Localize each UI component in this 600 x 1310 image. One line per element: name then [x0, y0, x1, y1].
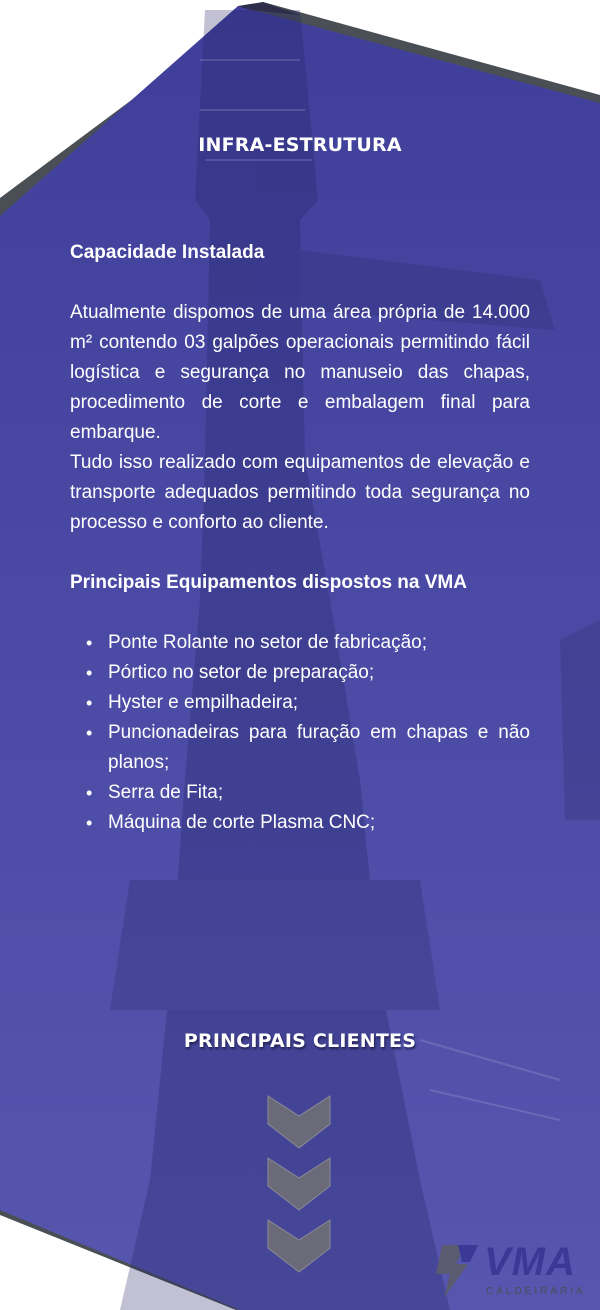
list-item	[86, 658, 530, 688]
spacer	[70, 268, 530, 298]
bullet-dot-icon: •	[86, 693, 93, 713]
triple-chevron-down-icon	[266, 1094, 332, 1284]
section-title-infra: INFRA-ESTRUTURA	[198, 134, 402, 156]
bullet-dot-icon: •	[86, 723, 93, 743]
logo-tagline: CALDEIRARIA	[486, 1286, 586, 1297]
bullet-dot-icon: •	[86, 633, 93, 653]
list-item	[86, 718, 530, 778]
list-item	[86, 628, 530, 658]
list-item	[86, 778, 530, 808]
bullet-dot-icon: •	[86, 663, 93, 683]
chevron-down-icon	[268, 1220, 330, 1272]
paragraph-area: Atualmente dispomos de uma área própria de 14.000 m² contendo 03 galpões operacionais permitindo fácil logística e segurança no manuseio das chapas, procedimento de corte e embalagem final para embarque.	[70, 302, 530, 443]
vma-logo	[432, 1242, 592, 1302]
spacer	[70, 598, 530, 628]
chevron-down-icon	[268, 1158, 330, 1210]
equipment-list	[70, 628, 530, 838]
chevron-down-icon	[268, 1096, 330, 1148]
list-item-label: Ponte Rolante no setor de fabricação;	[108, 632, 427, 653]
section-title-clientes: PRINCIPAIS CLIENTES	[183, 1030, 417, 1052]
equipamentos-heading: Principais Equipamentos dispostos na VMA	[70, 572, 467, 593]
list-item	[86, 688, 530, 718]
spacer	[70, 538, 530, 568]
list-item-label: Máquina de corte Plasma CNC;	[108, 812, 376, 833]
bullet-dot-icon: •	[86, 783, 93, 803]
bullet-dot-icon: •	[86, 813, 93, 833]
list-item	[86, 808, 530, 838]
list-item-label: Serra de Fita;	[108, 782, 224, 803]
list-item-label: Puncionadeiras para furação em chapas e não planos;	[108, 722, 530, 773]
logo-wordmark: VMA	[484, 1240, 576, 1284]
list-item-label: Pórtico no setor de preparação;	[108, 662, 375, 683]
infra-content	[70, 238, 530, 838]
capacidade-heading: Capacidade Instalada	[70, 242, 265, 263]
paragraph-equipamentos: Tudo isso realizado com equipamentos de elevação e transporte adequados permitindo toda segurança no processo e conforto ao cliente.	[70, 452, 530, 533]
list-item-label: Hyster e empilhadeira;	[108, 692, 299, 713]
